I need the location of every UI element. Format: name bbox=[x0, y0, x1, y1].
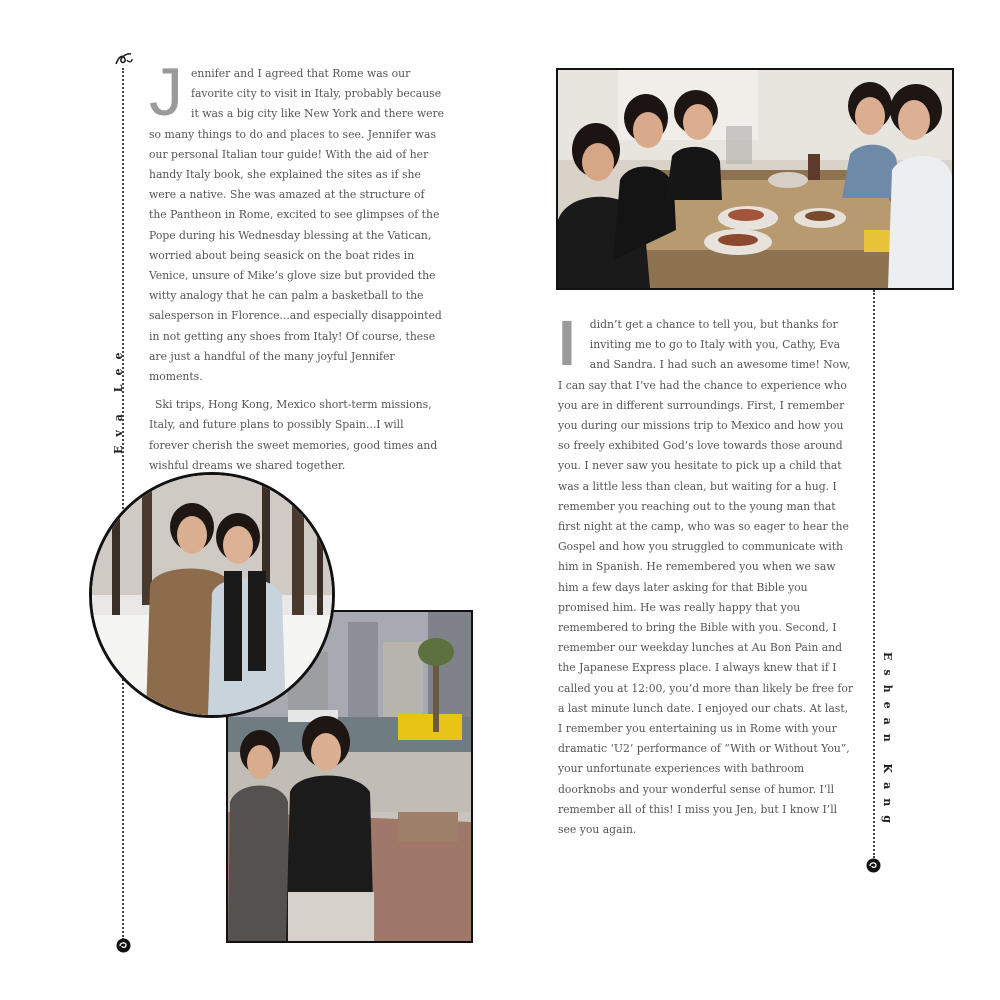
swirl-end-icon bbox=[116, 938, 131, 953]
right-paragraph: I didn’t get a chance to tell you, but thanks for inviting me to go to Italy with you, Cathy, Eva and Sandra. I had such an awesome time! Now, I can say that I’ve had the chance to experience who you are in different surroundings. First, I remember you during our missions trip to Mexico and how you so freely exhibited God’s love towards those around you. I never saw you hesitate to pick up a child that was a little less than clean, but waiting for a hug. I remember you reaching out to the young man that first night at the camp, who was so eager to hear the Gospel and how you struggled to communicate with him in Spanish. He remembered you when we saw him a few days later asking for that Bible you promised him. He was really happy that you remembered to bring the Bible with you. Second, I remember our weekday lunches at Au Bon Pain and the Japanese Express place. I always knew that if I called you at 12:00, you’d more than likely be free for a last minute lunch date. I enjoyed our chats. At last, I remember you entertaining us in Rome with your dramatic ‘U2’ performance of “With or Without You”, your unfortunate experiences with bathroom doorknobs and your wonderful sense of humor. I’ll remember all of this! I miss you Jen, but I know I’ll see you again. bbox=[558, 307, 854, 837]
drop-cap-j: J bbox=[149, 54, 183, 130]
drop-cap-i: I bbox=[558, 307, 576, 379]
right-dotted-rule bbox=[873, 290, 875, 858]
left-dotted-rule bbox=[122, 68, 124, 940]
swirl-end-icon bbox=[866, 858, 881, 873]
flourish-ornament-icon bbox=[113, 50, 135, 68]
left-story bbox=[149, 54, 445, 476]
right-story bbox=[558, 307, 854, 840]
photo-dinner-group bbox=[556, 68, 954, 290]
photo-snow-friends bbox=[89, 472, 335, 718]
author-name-eva-lee: Eva Lee bbox=[112, 343, 125, 454]
left-paragraph-1: Jennifer and I agreed that Rome was our favorite city to visit in Italy, probably because it was a big city like New York and there were so many things to do and places to see. Jennifer was our personal Italian tour guide! With the aid of her handy Italy book, she explained the sites as if she were a native. She was amazed at the structure of the Pantheon in Rome, excited to see glimpses of the Pope during his Wednesday blessing at the Vatican, worried about being seasick on the boat rides in Venice, unsure of Mike’s glove size but provided the witty analogy that he can palm a basketball to the salesperson in Florence...and especially disappointed in not getting any shoes from Italy! Of course, these are just a handful of the many joyful Jennifer moments. bbox=[149, 54, 445, 384]
author-name-eshean-kang: Eshean Kang bbox=[881, 652, 894, 832]
left-paragraph-2: Ski trips, Hong Kong, Mexico short-term missions, Italy, and future plans to possibly Spain...I will forever cherish the sweet memories, good times and wishful dreams we shared together. bbox=[149, 398, 438, 472]
